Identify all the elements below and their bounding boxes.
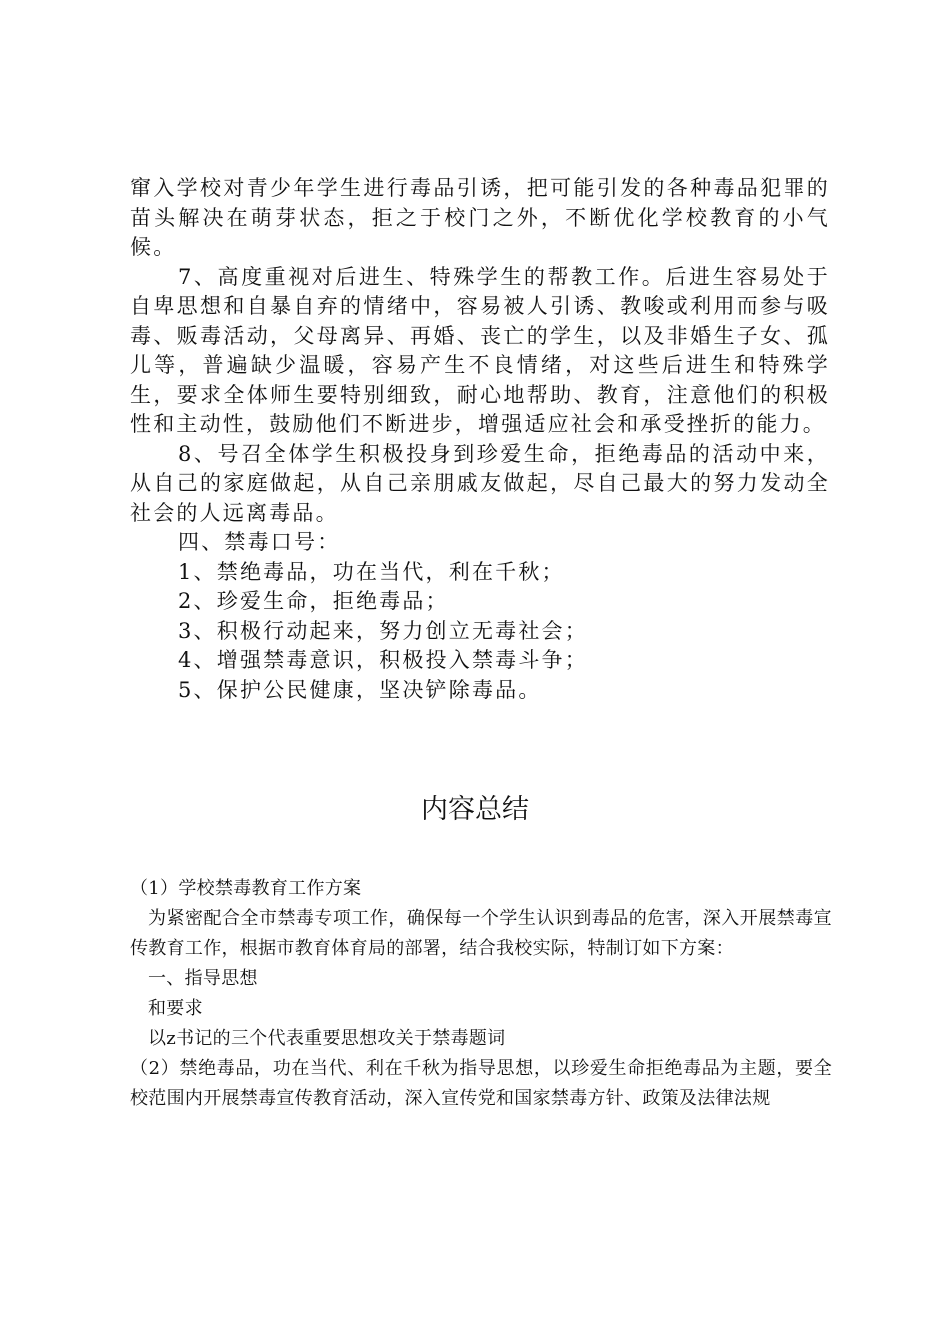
summary-title: 内容总结	[421, 794, 529, 825]
summary-line: 以z书记的三个代表重要思想攻关于禁毒题词	[148, 1028, 506, 1049]
slogan-item: 2、珍爱生命，拒绝毒品；	[178, 589, 449, 613]
summary-body	[130, 874, 832, 1114]
summary-line: （1）学校禁毒教育工作方案	[130, 878, 362, 899]
paragraph-item-8: 8、号召全体学生积极投身到珍爱生命，拒绝毒品的活动中来，从自己的家庭做起，从自己亲朋戚友做起，尽自己最大的努力发动全社会的人远离毒品。	[130, 441, 830, 525]
slogan-item: 5、保护公民健康，坚决铲除毒品。	[178, 677, 542, 702]
summary-line: 为紧密配合全市禁毒专项工作，确保每一个学生认识到毒品的危害，深入开展禁毒宣传教育工作，根据市教育体育局的部署，结合我校实际，特制订如下方案：	[130, 908, 832, 959]
slogan-item: 4、增强禁毒意识，积极投入禁毒斗争；	[178, 648, 588, 672]
summary-line: （2）禁绝毒品，功在当代、利在千秋为指导思想，以珍爱生命拒绝毒品为主题，要全校范围内开展禁毒宣传教育活动，深入宣传党和国家禁毒方针、政策及法律法规	[130, 1058, 832, 1109]
slogan-item: 3、积极行动起来，努力创立无毒社会；	[178, 618, 588, 643]
slogans-heading: 四、禁毒口号：	[178, 530, 341, 554]
summary-line: 一、指导思想	[148, 968, 258, 989]
paragraph-continuation: 窜入学校对青少年学生进行毒品引诱，把可能引发的各种毒品犯罪的苗头解决在萌芽状态，拒之于校门之外，不断优化学校教育的小气候。	[130, 176, 830, 259]
slogan-item: 1、禁绝毒品，功在当代，利在千秋；	[178, 559, 565, 584]
summary-line: 和要求	[148, 998, 203, 1019]
document-body	[130, 174, 830, 705]
paragraph-item-7: 7、高度重视对后进生、特殊学生的帮教工作。后进生容易处于自卑思想和自暴自弃的情绪中，容易被人引诱、教唆或利用而参与吸毒、贩毒活动，父母离异、再婚、丧亡的学生，以及非婚生子女、孤儿等，普遍缺少温暖，容易产生不良情绪，对这些后进生和特殊学生，要求全体师生要特别细致，耐心地帮助、教育，注意他们的积极性和主动性，鼓励他们不断进步，增强适应社会和承受挫折的能力。	[130, 264, 830, 436]
